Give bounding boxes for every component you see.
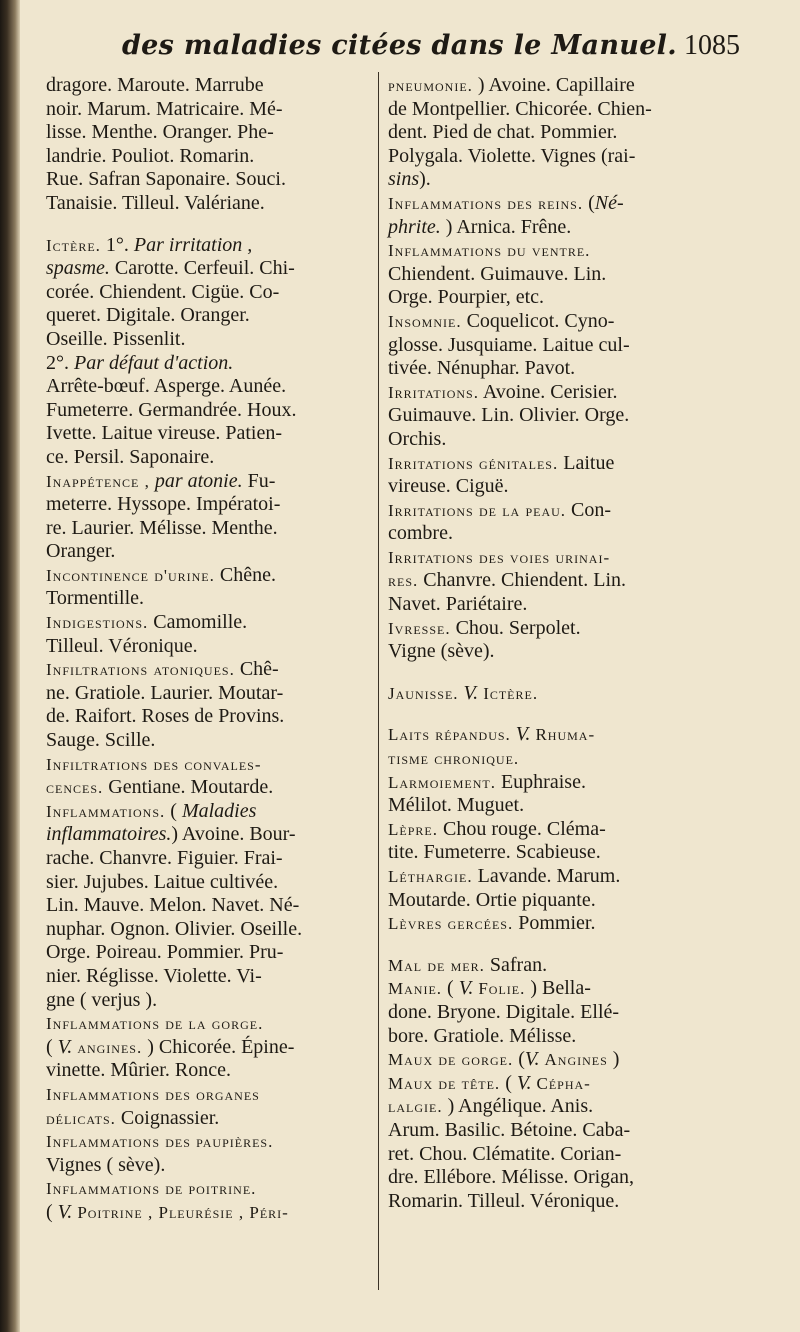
text-line <box>46 1012 374 1036</box>
entry-heading: Poitrine , Pleurésie , Péri- <box>77 1202 289 1222</box>
text-line <box>388 286 738 310</box>
text-segment: landrie. Pouliot. Romarin. <box>46 144 255 167</box>
text-line <box>46 941 374 965</box>
text-line <box>388 747 738 771</box>
text-line <box>46 1201 374 1225</box>
text-segment: bore. Gratiole. Mélisse. <box>388 1024 577 1047</box>
text-segment: ) Avoine. Bour- <box>171 823 296 846</box>
text-line <box>388 794 738 818</box>
text-segment: Orge. Pourpier, etc. <box>388 286 545 309</box>
text-line <box>388 499 738 523</box>
text-line <box>46 965 374 989</box>
text-line <box>388 1025 738 1049</box>
text-segment: 2°. <box>46 351 74 374</box>
text-line <box>46 1083 374 1107</box>
text-line <box>46 635 374 659</box>
text-line <box>388 168 738 192</box>
text-line <box>388 121 738 145</box>
text-line <box>388 889 738 913</box>
entry-heading: Mal de mer. <box>388 955 485 975</box>
entry-heading: Inflammations du ventre. <box>388 241 591 261</box>
text-line <box>46 1036 374 1060</box>
text-line <box>46 257 374 281</box>
text-segment: Chanvre. Chiendent. Lin. <box>418 569 626 592</box>
text-segment: Fu- <box>242 469 276 492</box>
text-segment: ). <box>419 168 431 191</box>
entry-heading: Léthargie. <box>388 867 473 886</box>
text-line <box>388 771 738 795</box>
italic-text: V. <box>458 977 474 1000</box>
text-segment: Oseille. Pissenlit. <box>46 327 186 350</box>
text-segment: queret. Digitale. Oranger. <box>46 304 250 327</box>
text-line <box>46 658 374 682</box>
italic-text: Par défaut d'action. <box>74 351 234 374</box>
entry-heading: Inflammations des paupières. <box>46 1132 274 1152</box>
entry-heading: Irritations de la peau. <box>388 500 567 520</box>
text-line <box>46 517 374 541</box>
text-segment: Pommier. <box>513 912 596 935</box>
running-title: des maladies citées dans le Manuel. <box>122 30 677 61</box>
text-line <box>388 428 738 452</box>
text-segment: Chiendent. Guimauve. Lin. <box>388 262 607 285</box>
text-line <box>388 617 738 641</box>
entry-heading: Inappétence , <box>46 471 150 491</box>
text-segment: vireuse. Ciguë. <box>388 475 509 498</box>
text-line <box>388 1001 738 1025</box>
text-line <box>46 705 374 729</box>
text-line <box>46 1177 374 1201</box>
text-segment: ret. Chou. Clématite. Corian- <box>388 1142 622 1165</box>
text-line <box>46 611 374 635</box>
entry-heading: Indigestions. <box>46 613 149 633</box>
text-segment: ) Bella- <box>525 977 591 1000</box>
text-segment: ) Angélique. Anis. <box>442 1095 594 1118</box>
text-segment: Sauge. Scille. <box>46 729 156 752</box>
entry-heading: Maux de gorge. <box>388 1050 514 1070</box>
italic-text: Né- <box>594 191 624 214</box>
text-segment: Euphraise. <box>495 770 586 793</box>
text-segment: Arrête-bœuf. Asperge. Aunée. <box>46 375 287 398</box>
entry-heading: Laits répandus. <box>388 725 511 745</box>
text-line <box>388 357 738 381</box>
italic-text: phrite. <box>388 215 441 238</box>
entry-heading: Larmoiement. <box>388 772 496 792</box>
entry-heading: res. <box>388 571 419 591</box>
text-segment: Coignassier. <box>115 1106 220 1129</box>
text-segment: Orge. Poireau. Pommier. Pru- <box>46 941 284 964</box>
text-segment: ( <box>165 799 182 822</box>
paragraph-gap <box>388 936 738 954</box>
text-line <box>388 977 738 1001</box>
entry-heading: Ictère. <box>483 683 539 703</box>
text-line <box>388 334 738 358</box>
entry-heading: Infiltrations des convales- <box>46 754 262 774</box>
text-segment: combre. <box>388 522 453 545</box>
text-segment: ) <box>607 1048 620 1071</box>
text-line <box>46 352 374 376</box>
text-segment: ( <box>46 1035 58 1058</box>
text-line <box>46 304 374 328</box>
text-line <box>46 682 374 706</box>
text-segment: nier. Réglisse. Violette. Vi- <box>46 964 262 987</box>
text-line <box>388 569 738 593</box>
text-line <box>388 404 738 428</box>
text-segment: Romarin. Tilleul. Véronique. <box>388 1189 620 1212</box>
left-column <box>46 74 374 1225</box>
italic-text: Par irritation , <box>133 233 253 256</box>
text-line <box>46 753 374 777</box>
text-line <box>388 239 738 263</box>
text-line <box>388 723 738 747</box>
column-divider <box>378 72 379 1290</box>
text-line <box>46 121 374 145</box>
text-line <box>46 375 374 399</box>
text-line <box>46 281 374 305</box>
entry-heading: angines. <box>77 1037 143 1057</box>
text-segment: Ivette. Laitue vireuse. Patien- <box>46 422 283 445</box>
entry-heading: tisme chronique. <box>388 749 520 769</box>
text-segment: Orchis. <box>388 427 447 450</box>
text-segment: Carotte. Cerfeuil. Chi- <box>109 257 295 280</box>
text-segment: rache. Chanvre. Figuier. Frai- <box>46 847 283 869</box>
text-segment: Camomille. <box>148 611 248 634</box>
text-segment: Navet. Pariétaire. <box>388 593 528 616</box>
italic-text: sins <box>388 168 420 191</box>
text-segment: Vigne (sève). <box>388 640 495 663</box>
italic-text: V. <box>524 1048 540 1071</box>
entry-heading: Jaunisse. <box>388 683 459 703</box>
entry-heading: Irritations des voies urinai- <box>388 547 611 567</box>
entry-heading: Inflammations des organes <box>46 1084 260 1104</box>
text-segment: Fumeterre. Germandrée. Houx. <box>46 398 297 421</box>
entry-heading: Folie. <box>478 979 526 999</box>
text-segment: Safran. <box>484 953 548 976</box>
text-segment: Oranger. <box>46 540 116 563</box>
text-segment: Mélilot. Muguet. <box>388 794 525 817</box>
text-segment: Tormentille. <box>46 587 145 610</box>
text-line <box>46 1107 374 1131</box>
text-line <box>46 540 374 564</box>
text-line <box>388 263 738 287</box>
text-segment: de Montpellier. Chicorée. Chien- <box>388 97 652 120</box>
text-line <box>46 776 374 800</box>
paragraph-gap <box>388 705 738 723</box>
text-segment: Guimauve. Lin. Olivier. Orge. <box>388 404 630 427</box>
text-line <box>46 234 374 258</box>
text-line <box>388 640 738 664</box>
text-segment: glosse. Jusquiame. Laitue cul- <box>388 333 630 356</box>
text-line <box>388 145 738 169</box>
text-segment: done. Bryone. Digitale. Ellé- <box>388 1000 620 1023</box>
right-column <box>388 74 738 1213</box>
entry-heading: Inflammations de la gorge. <box>46 1014 264 1034</box>
text-line <box>388 954 738 978</box>
text-segment: ( <box>46 1200 58 1223</box>
text-segment: ( <box>583 191 595 214</box>
text-line <box>46 98 374 122</box>
text-segment: sier. Jujubes. Laitue cultivée. <box>46 870 279 893</box>
text-segment: Chou rouge. Cléma- <box>437 817 606 840</box>
entry-heading: Rhuma- <box>535 725 596 745</box>
text-line <box>46 989 374 1013</box>
text-line <box>388 682 738 706</box>
entry-heading: Infiltrations atoniques. <box>46 660 235 680</box>
text-segment: ) Chicorée. Épine- <box>142 1035 295 1058</box>
text-line <box>46 847 374 871</box>
text-line <box>46 1154 374 1178</box>
entry-heading: Irritations. <box>388 382 479 402</box>
entry-heading: Inflammations. <box>46 801 166 821</box>
entry-heading: délicats. <box>46 1108 116 1128</box>
text-segment: 1°. <box>100 233 134 256</box>
entry-heading: Lèvres gercées. <box>388 914 514 934</box>
text-line <box>46 587 374 611</box>
entry-heading: Angines <box>544 1050 608 1070</box>
text-line <box>388 546 738 570</box>
text-line <box>46 729 374 753</box>
page-number: 1085 <box>684 30 740 61</box>
text-line <box>388 912 738 936</box>
paragraph-gap <box>46 216 374 234</box>
text-line <box>46 168 374 192</box>
italic-text: inflammatoires. <box>46 823 172 846</box>
text-segment: ( <box>442 977 459 1000</box>
text-segment: dent. Pied de chat. Pommier. <box>388 121 618 144</box>
text-segment: Laitue <box>558 451 615 474</box>
text-line <box>46 74 374 98</box>
italic-text: V. <box>516 1071 532 1094</box>
text-segment: Gentiane. Moutarde. <box>103 776 274 799</box>
text-segment: Chou. Serpolet. <box>450 616 581 639</box>
italic-text: par atonie. <box>154 469 243 492</box>
italic-text: V. <box>57 1035 73 1058</box>
text-line <box>46 422 374 446</box>
text-line <box>388 1190 738 1214</box>
text-line <box>388 216 738 240</box>
text-segment: nuphar. Ognon. Olivier. Oseille. <box>46 917 303 940</box>
text-line <box>46 399 374 423</box>
text-segment: Vignes ( sève). <box>46 1153 166 1176</box>
text-line <box>388 841 738 865</box>
text-line <box>388 818 738 842</box>
paragraph-gap <box>388 664 738 682</box>
text-line <box>46 1130 374 1154</box>
text-line <box>46 145 374 169</box>
text-line <box>388 1166 738 1190</box>
text-line <box>388 593 738 617</box>
text-segment: Lavande. Marum. <box>472 865 621 887</box>
text-segment: ) Avoine. Capillaire <box>472 74 635 96</box>
entry-heading: Irritations génitales. <box>388 453 559 473</box>
text-line <box>388 1048 738 1072</box>
text-line <box>46 871 374 895</box>
text-line <box>388 192 738 216</box>
text-segment: Polygala. Violette. Vignes (rai- <box>388 144 636 167</box>
text-line <box>388 452 738 476</box>
entry-heading: Inflammations des reins. <box>388 193 584 213</box>
text-segment: Chêne. <box>214 563 276 586</box>
entry-heading: Insomnie. <box>388 311 462 331</box>
text-line <box>46 800 374 824</box>
text-segment: gne ( verjus ). <box>46 988 158 1011</box>
text-line <box>388 522 738 546</box>
entry-heading: Ictère. <box>46 235 101 255</box>
entry-heading: pneumonie. <box>388 76 473 95</box>
entry-heading: cences. <box>46 778 104 798</box>
text-segment: Avoine. Cerisier. <box>478 380 618 403</box>
text-segment: ( <box>500 1071 517 1094</box>
text-line <box>388 381 738 405</box>
text-line <box>388 1143 738 1167</box>
text-segment: lisse. Menthe. Oranger. Phe- <box>46 121 274 144</box>
text-segment: de. Raifort. Roses de Provins. <box>46 705 285 728</box>
text-segment: Rue. Safran Saponaire. Souci. <box>46 168 286 191</box>
text-line <box>46 564 374 588</box>
text-line <box>46 894 374 918</box>
entry-heading: Incontinence d'urine. <box>46 565 215 585</box>
entry-heading: Ivresse. <box>388 618 451 638</box>
text-line <box>388 310 738 334</box>
entry-heading: Lèpre. <box>388 819 438 839</box>
text-line <box>388 865 738 889</box>
text-line <box>46 1059 374 1083</box>
text-line <box>46 823 374 847</box>
text-segment: ce. Persil. Saponaire. <box>46 445 215 468</box>
entry-heading: Manie. <box>388 979 443 999</box>
italic-text: V. <box>463 681 479 704</box>
text-segment: noir. Marum. Matricaire. Mé- <box>46 97 283 120</box>
text-line <box>388 74 738 98</box>
text-line <box>388 1072 738 1096</box>
text-line <box>46 918 374 942</box>
text-segment: ne. Gratiole. Laurier. Moutar- <box>46 681 284 704</box>
italic-text: V. <box>57 1200 73 1223</box>
text-segment: dre. Ellébore. Mélisse. Origan, <box>388 1166 635 1189</box>
text-segment: Tanaisie. Tilleul. Valériane. <box>46 191 265 214</box>
text-segment: Tilleul. Véronique. <box>46 634 198 657</box>
text-line <box>388 1119 738 1143</box>
text-segment: Con- <box>566 498 612 521</box>
text-line <box>388 98 738 122</box>
text-segment: Coquelicot. Cyno- <box>461 309 615 332</box>
text-segment: Lin. Mauve. Melon. Navet. Né- <box>46 894 300 917</box>
text-segment: tivée. Nénuphar. Pavot. <box>388 357 576 380</box>
text-segment: re. Laurier. Mélisse. Menthe. <box>46 516 278 539</box>
text-line <box>46 493 374 517</box>
text-line <box>46 328 374 352</box>
text-segment: dragore. Maroute. Marrube <box>46 74 264 96</box>
text-segment: vinette. Mûrier. Ronce. <box>46 1059 231 1082</box>
text-segment: ) Arnica. Frêne. <box>440 215 572 238</box>
entry-heading: lalgie. <box>388 1097 443 1117</box>
entry-heading: Maux de tête. <box>388 1073 501 1093</box>
italic-text: spasme. <box>46 257 110 280</box>
text-segment: ( <box>513 1048 525 1071</box>
text-segment: corée. Chiendent. Cigüe. Co- <box>46 280 280 303</box>
italic-text: V. <box>515 723 531 746</box>
text-line <box>388 475 738 499</box>
text-line <box>388 1095 738 1119</box>
running-header <box>40 30 740 70</box>
text-line <box>46 192 374 216</box>
entry-heading: Cépha- <box>536 1073 591 1093</box>
text-segment: Chê- <box>234 658 279 681</box>
entry-heading: Inflammations de poitrine. <box>46 1179 257 1199</box>
text-segment: Moutarde. Ortie piquante. <box>388 888 596 911</box>
text-line <box>46 470 374 494</box>
text-line <box>46 446 374 470</box>
italic-text: Maladies <box>181 799 257 822</box>
text-segment: meterre. Hyssope. Impératoi- <box>46 493 281 516</box>
text-segment: tite. Fumeterre. Scabieuse. <box>388 841 601 864</box>
text-segment: Arum. Basilic. Bétoine. Caba- <box>388 1118 631 1141</box>
